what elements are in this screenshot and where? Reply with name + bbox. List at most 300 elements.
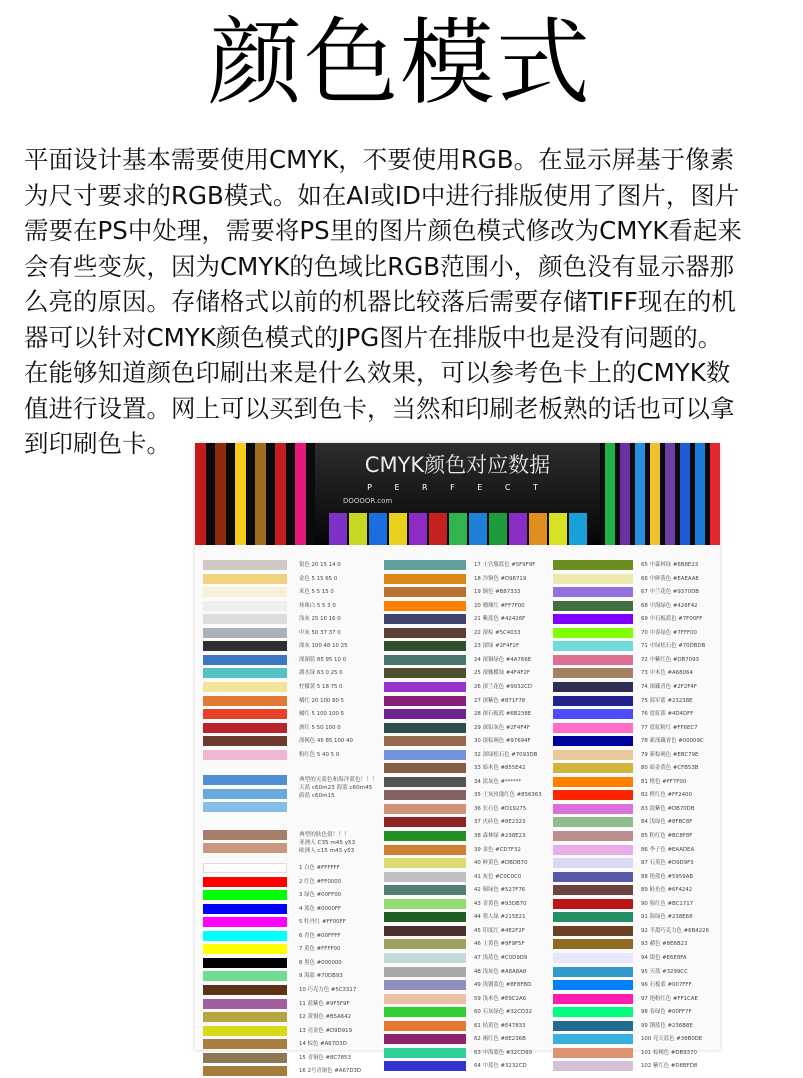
color-swatch-entry [553, 1006, 803, 1019]
color-label: 60 石灰绿色 #32CD32 [474, 1009, 532, 1016]
color-label: 78 新深藏青色 #00009C [641, 738, 704, 745]
color-label: 81 橙色 #FF7F00 [641, 778, 687, 785]
color-swatch [384, 1021, 466, 1031]
color-label: 21 紫蓝色 #42426F [474, 616, 526, 623]
color-label: 米色 5 5 15 0 [299, 589, 334, 596]
color-swatch [203, 750, 287, 760]
color-swatch [384, 967, 466, 977]
color-label: 17 士官服蓝色 #5F9F9F [474, 562, 536, 568]
color-label: 10 巧克力色 #5C3317 [299, 986, 357, 993]
color-swatch-entry [553, 640, 803, 653]
color-swatch-entry [553, 979, 803, 992]
color-label: 61 桔黄色 #E47833 [474, 1022, 526, 1029]
color-swatch-entry [553, 911, 803, 924]
color-label: 浅灰 25 16 16 0 [299, 616, 341, 623]
color-swatch [553, 736, 633, 746]
color-swatch-entry [553, 952, 803, 965]
color-swatch [203, 789, 287, 799]
color-swatch-entry [553, 844, 803, 857]
paragraph-line: 在能够知道颜色印刷出来是什么效果，可以参考色卡上的CMYK数 [24, 358, 731, 387]
color-label: 9 海蓝 #70DB93 [299, 973, 343, 980]
banner-stripe [605, 443, 615, 545]
banner-color-block [549, 513, 567, 545]
banner-stripe [665, 443, 675, 545]
color-swatch-entry [553, 667, 803, 680]
color-label: 83 淡紫色 #DB70DB [641, 805, 695, 812]
color-swatch-entry [553, 559, 803, 572]
color-label: 74 深藏青色 #2F2F4F [641, 683, 697, 690]
color-label: 70 中春绿色 #7FFF00 [641, 629, 697, 636]
color-swatch [553, 723, 633, 733]
banner-color-block [569, 513, 587, 545]
color-swatch-entry [553, 1060, 803, 1073]
color-swatch [553, 1021, 633, 1031]
color-swatch [384, 750, 466, 760]
color-swatch [384, 926, 466, 936]
color-label: 79 新棕褐色 #EBC79E [641, 751, 699, 758]
color-swatch-entry [553, 613, 803, 626]
color-label: 99 钢蓝色 #236B8E [641, 1022, 693, 1029]
color-label: 酒红 5 50 100 0 [299, 724, 341, 731]
color-swatch [553, 763, 633, 773]
cmyk-color-chart [195, 443, 720, 1075]
color-swatch [203, 1012, 287, 1022]
color-swatch [203, 1053, 287, 1063]
color-swatch [203, 682, 287, 692]
paragraph-line: 为尺寸要求的RGB模式。如在AI或ID中进行排版使用了图片，图片 [24, 180, 740, 210]
color-swatch [384, 790, 466, 800]
banner-brand: DOOOOR.com [343, 497, 393, 505]
color-label: 银色 20 15 14 0 [299, 562, 341, 568]
chart-banner [195, 443, 720, 545]
color-note-line: 天蓝 c60m23 海蓝 c60m45 [299, 785, 373, 792]
color-swatch [553, 912, 633, 922]
color-label: 深湖蓝 85 95 10 0 [299, 656, 347, 663]
paragraph-line: 需要在PS中处理，需要将PS里的图片颜色模式修改为CMYK看起来 [24, 216, 742, 245]
color-note-line: 典型的天蓝色和海洋蓝色！！！ [299, 777, 378, 784]
color-label: 88 艳蓝色 #5959AB [641, 873, 694, 880]
color-swatch [384, 1048, 466, 1058]
color-swatch [384, 587, 466, 597]
color-label: 47 浅蓝色 #C0D9D9 [474, 954, 528, 961]
color-swatch [203, 958, 287, 968]
color-label: 101 棕褐色 #DB9370 [641, 1049, 697, 1056]
color-swatch [203, 999, 287, 1009]
color-swatch-entry [553, 586, 803, 599]
color-label: 7 黄色 #FFFF00 [299, 946, 341, 953]
color-label: 91 海绿色 #238E68 [641, 914, 693, 921]
color-label: 82 橙红色 #FF2400 [641, 792, 692, 799]
paragraph-line: 器可以针对CMYK颜色模式的JPG图片在排版中也是没有问题的。 [24, 322, 723, 352]
color-label: 41 灰色 #C0C0C0 [474, 873, 522, 880]
color-swatch [384, 574, 466, 584]
color-swatch-entry [553, 708, 803, 721]
color-label: 橘红 20 100 80 5 [299, 697, 345, 704]
color-swatch [203, 587, 287, 597]
color-swatch-entry [553, 871, 803, 884]
color-swatch [384, 1034, 466, 1044]
color-label: 16 2号青铜色 #A67D3D [299, 1068, 362, 1075]
color-label: 90 猩红色 #BC1717 [641, 900, 694, 907]
color-label: 30 深棕褐色 #97694F [474, 738, 531, 745]
color-label: 29 深铅灰色 #2F4F4F [474, 724, 530, 731]
color-label: 102 紫红色 #D8BFD8 [641, 1063, 698, 1070]
color-swatch [384, 723, 466, 733]
color-label: 94 银色 #E6E8FA [641, 954, 687, 961]
color-label: 84 浅绿色 #8FBC8F [641, 819, 693, 826]
color-swatch-entry [553, 830, 803, 843]
color-swatch [203, 668, 287, 678]
color-label: 67 中兰花色 #9370DB [641, 589, 699, 596]
color-swatch [384, 777, 466, 787]
color-swatch-entry [553, 722, 803, 735]
color-swatch [203, 641, 287, 651]
color-swatch [553, 1061, 633, 1071]
color-label: 36 长石色 #D19275 [474, 805, 527, 812]
color-swatch [203, 985, 287, 995]
color-swatch [203, 736, 287, 746]
color-label: 77 霓虹粉红 #FF6EC7 [641, 724, 698, 731]
color-swatch [553, 668, 633, 678]
color-label: 100 亮天蓝色 #38B0DE [641, 1036, 703, 1043]
color-swatch [553, 1034, 633, 1044]
color-swatch [384, 953, 466, 963]
color-swatch [203, 863, 287, 873]
color-swatch-entry [553, 695, 803, 708]
color-swatch [553, 560, 633, 570]
banner-color-block [489, 513, 507, 545]
color-swatch [203, 917, 287, 927]
banner-color-block [429, 513, 447, 545]
color-swatch-entry [553, 925, 803, 938]
banner-color-block [509, 513, 527, 545]
color-label: 86 李子色 #EAADEA [641, 846, 695, 853]
color-swatch-entry [553, 816, 803, 829]
color-swatch-entry [553, 776, 803, 789]
color-swatch [553, 872, 633, 882]
color-label: 深褐色 45 85 100 40 [299, 738, 353, 745]
banner-stripe [255, 443, 266, 545]
color-swatch-entry [553, 749, 803, 762]
color-label: 1 白色 #FFFFFF [299, 865, 340, 871]
color-swatch [553, 967, 633, 977]
color-swatch [384, 709, 466, 719]
banner-color-block [409, 513, 427, 545]
banner-stripe [620, 443, 630, 545]
color-label: 13 亮金色 #D9D919 [299, 1027, 352, 1034]
color-swatch-entry [553, 898, 803, 911]
color-swatch [553, 926, 633, 936]
banner-title: CMYK颜色对应数据 [364, 453, 551, 477]
color-label: 33 暗木色 #855E42 [474, 765, 526, 772]
color-swatch [384, 885, 466, 895]
color-note-line: 欧洲人 c15 m43 y53 [299, 847, 355, 854]
color-swatch [553, 628, 633, 638]
color-swatch [203, 601, 287, 611]
color-swatch [553, 858, 633, 868]
color-label: 72 中紫红色 #DB7093 [641, 656, 699, 663]
color-label: 4 蓝色 #0000FF [299, 905, 342, 912]
color-swatch [553, 641, 633, 651]
color-label: 中灰 50 37 37 0 [299, 629, 341, 636]
color-label: 73 中木色 #A68064 [641, 670, 693, 677]
color-swatch [553, 655, 633, 665]
color-swatch [384, 560, 466, 570]
color-label: 71 中绿松石色 #70DBDB [641, 643, 706, 650]
color-swatch [384, 845, 466, 855]
color-swatch [203, 775, 287, 785]
color-swatch [203, 614, 287, 624]
color-swatch [384, 1007, 466, 1017]
banner-color-block [449, 513, 467, 545]
color-swatch [203, 843, 287, 853]
color-label: 23 深绿 #2F4F2F [474, 643, 520, 650]
color-swatch [203, 830, 287, 840]
color-label: 48 浅灰色 #A8A8A8 [474, 968, 527, 975]
color-label: 96 石板蓝 #007FFF [641, 982, 692, 989]
color-label: 89 鲑鱼色 #6F4242 [641, 887, 693, 894]
banner-color-block [369, 513, 387, 545]
color-label: 粉红色 5 40 5 0 [299, 751, 340, 758]
color-swatch-entry [553, 789, 803, 802]
color-swatch [553, 1007, 633, 1017]
color-label: 橘红 5 100 100 5 [299, 711, 345, 718]
color-swatch [553, 817, 633, 827]
color-label: 92 半甜巧克力色 #6B4226 [641, 927, 709, 934]
color-label: 95 天蓝 #3299CC [641, 968, 688, 975]
color-label: 87 石英色 #D9D9F3 [641, 860, 694, 867]
color-swatch-entry [553, 1020, 803, 1033]
color-swatch-entry [553, 735, 803, 748]
banner-stripe [275, 443, 286, 545]
color-swatch [203, 1026, 287, 1036]
color-swatch-entry [553, 573, 803, 586]
color-swatch-entry [553, 600, 803, 613]
color-swatch [384, 980, 466, 990]
color-label: 柠檬黄 5 18 75 0 [299, 683, 343, 690]
color-swatch [553, 994, 633, 1004]
color-swatch [203, 628, 287, 638]
body-paragraph [24, 142, 784, 462]
banner-stripe [235, 443, 246, 545]
color-swatch-entry [553, 966, 803, 979]
color-label: 42 铜绿色 #527F76 [474, 887, 526, 894]
color-note [299, 776, 377, 800]
color-label: 金色 5 15 65 0 [299, 575, 338, 582]
color-label: 湖水绿 63 0 25 0 [299, 670, 343, 677]
color-swatch [203, 944, 287, 954]
color-swatch-entry [553, 654, 803, 667]
color-label: 11 蓝紫色 #9F5F9F [299, 1000, 350, 1007]
color-label: 12 黄铜色 #B5A642 [299, 1014, 352, 1021]
color-label: 44 猎人绿 #215E21 [474, 914, 526, 921]
banner-color-block [469, 513, 487, 545]
color-label: 59 浅木色 #E9C2A6 [474, 995, 527, 1002]
color-swatch [203, 802, 287, 812]
color-label: 15 青铜色 #8C7853 [299, 1054, 351, 1061]
color-label: 6 青色 #00FFFF [299, 932, 341, 939]
color-swatch-entry [553, 884, 803, 897]
color-label: 68 中海绿色 #426F42 [641, 602, 698, 609]
color-swatch [553, 587, 633, 597]
color-swatch [203, 931, 287, 941]
banner-color-block [529, 513, 547, 545]
color-swatch [384, 628, 466, 638]
color-label: 76 霓虹篮 #4D4DFF [641, 711, 694, 718]
color-label: 43 青黄色 #93DB70 [474, 900, 527, 907]
color-label: 5 牡丹红 #FF00FF [299, 919, 346, 926]
color-swatch [553, 831, 633, 841]
color-swatch [384, 899, 466, 909]
paragraph-line: 会有些变灰，因为CMYK的色域比RGB范围小，颜色没有显示器那 [24, 251, 735, 281]
color-label: 65 中森林绿 #6B8E23 [641, 562, 699, 568]
color-label: 18 冷铜色 #D98719 [474, 575, 527, 582]
color-swatch [553, 574, 633, 584]
color-label: 63 中海蓝色 #32CD99 [474, 1049, 532, 1056]
color-swatch [553, 601, 633, 611]
color-swatch [553, 939, 633, 949]
color-label: 75 海军蓝 #23238E [641, 697, 693, 704]
color-label: 37 火砖色 #8E2323 [474, 819, 526, 826]
color-swatch-entry [553, 803, 803, 816]
page-title: 颜色模式 [207, 9, 592, 118]
paragraph-line: 值进行设置。网上可以买到色卡，当然和印刷老板熟的话也可以拿 [24, 393, 735, 423]
banner-stripe [710, 443, 720, 545]
color-swatch [553, 1048, 633, 1058]
color-swatch [203, 696, 287, 706]
color-swatch [384, 668, 466, 678]
color-label: 93 赭色 #8E6B23 [641, 941, 688, 948]
color-swatch [384, 817, 466, 827]
color-note-line: 亚洲人 C35 m45 y53 [299, 839, 356, 846]
color-swatch [553, 709, 633, 719]
color-swatch [203, 574, 287, 584]
banner-color-block [329, 513, 347, 545]
color-swatch [203, 1066, 287, 1076]
color-swatch [553, 885, 633, 895]
banner-color-block [389, 513, 407, 545]
color-label: 85 粉红色 #BC8F8F [641, 833, 693, 839]
color-swatch [553, 682, 633, 692]
color-label: 98 春绿色 #00FF7F [641, 1009, 692, 1016]
banner-stripe [695, 443, 705, 545]
banner-color-block [349, 513, 367, 545]
paragraph-line: 么亮的原因。存储格式以前的机器比较落后需要存储TIFF现在的机 [24, 287, 736, 316]
color-swatch [553, 899, 633, 909]
color-swatch [553, 845, 633, 855]
color-label: 39 金色 #CD7F32 [474, 846, 521, 853]
color-label: 深灰 100 48 10 25 [299, 643, 348, 650]
color-swatch [384, 601, 466, 611]
color-label: 69 中石板蓝色 #7F00FF [641, 616, 703, 623]
color-note-line: 典型的肤色值！！！ [299, 831, 350, 838]
color-swatch [384, 736, 466, 746]
color-swatch-entry [553, 1033, 803, 1046]
color-note-line: 蔚蓝 c60m15 [299, 793, 335, 800]
color-label: 45 印度红 #4E2F2F [474, 927, 525, 934]
banner-stripe [295, 443, 306, 545]
color-label: 2 红色 #FF0000 [299, 878, 342, 885]
color-label: 27 深紫色 #871F78 [474, 697, 526, 704]
color-swatch-entry [553, 1047, 803, 1060]
banner-stripe [215, 443, 226, 545]
color-label: 64 中蓝色 #3232CD [474, 1063, 527, 1070]
color-swatch-entry [553, 627, 803, 640]
color-label: 38 森林绿 #238E23 [474, 833, 526, 839]
color-swatch-entry [553, 938, 803, 951]
color-swatch [203, 971, 287, 981]
color-swatch-entry [553, 762, 803, 775]
banner-subtitle: P E R F E C T [367, 483, 548, 492]
banner-stripe [635, 443, 645, 545]
color-label: 24 深铜绿色 #4A766E [474, 656, 532, 663]
color-swatch [553, 790, 633, 800]
color-label: 19 铜色 #B87333 [474, 589, 521, 596]
color-swatch [384, 858, 466, 868]
color-swatch [203, 709, 287, 719]
color-swatch [203, 904, 287, 914]
paragraph-line: 到印刷色卡。 [24, 429, 171, 458]
color-note [299, 831, 355, 855]
color-swatch [384, 696, 466, 706]
color-label: 25 深橄榄绿 #4F4F2F [474, 670, 530, 677]
color-label: 40 鲜黄色 #DBDB70 [474, 860, 528, 867]
color-swatch [384, 831, 466, 841]
color-swatch [203, 877, 287, 887]
color-label: 34 淡灰色 #****** [474, 778, 522, 785]
color-label: 22 深棕 #5C4033 [474, 629, 521, 636]
color-label: 49 浅钢蓝色 #8F8FBD [474, 982, 532, 989]
color-swatch [384, 682, 466, 692]
color-swatch-entry [553, 857, 803, 870]
color-swatch-entry [553, 993, 803, 1006]
color-swatch [384, 804, 466, 814]
color-swatch [553, 953, 633, 963]
color-swatch [384, 872, 466, 882]
color-label: 26 深兰花色 #9932CD [474, 683, 532, 690]
color-swatch [553, 804, 633, 814]
color-swatch [384, 1061, 466, 1071]
color-swatch [384, 994, 466, 1004]
color-label: 14 棕色 #A67D3D [299, 1041, 347, 1048]
color-label: 珍珠白 5 5 3 0 [299, 602, 336, 609]
color-swatch [384, 763, 466, 773]
color-label: 80 暗金黄色 #CFB53B [641, 765, 699, 772]
color-label: 20 珊瑚红 #FF7F00 [474, 602, 525, 609]
color-label: 3 绿色 #00FF00 [299, 892, 342, 899]
color-swatch [384, 939, 466, 949]
color-swatch [553, 696, 633, 706]
color-swatch [384, 912, 466, 922]
color-swatch [384, 655, 466, 665]
color-swatch [384, 614, 466, 624]
color-label: 46 土黄色 #9F9F5F [474, 941, 525, 948]
banner-stripe [195, 443, 206, 545]
banner-stripe [680, 443, 690, 545]
color-swatch [553, 980, 633, 990]
color-label: 66 中鲜黄色 #EAEAAE [641, 575, 699, 582]
color-swatch [553, 614, 633, 624]
color-swatch [384, 641, 466, 651]
color-swatch [203, 723, 287, 733]
color-swatch-entry [553, 681, 803, 694]
color-label: 62 褐红色 #8E236B [474, 1036, 526, 1043]
color-swatch [553, 777, 633, 787]
color-label: 32 深绿松石色 #7093DB [474, 751, 538, 758]
banner-stripe [650, 443, 660, 545]
color-label: 28 深石板蓝 #6B238E [474, 711, 532, 718]
color-swatch [203, 1039, 287, 1049]
